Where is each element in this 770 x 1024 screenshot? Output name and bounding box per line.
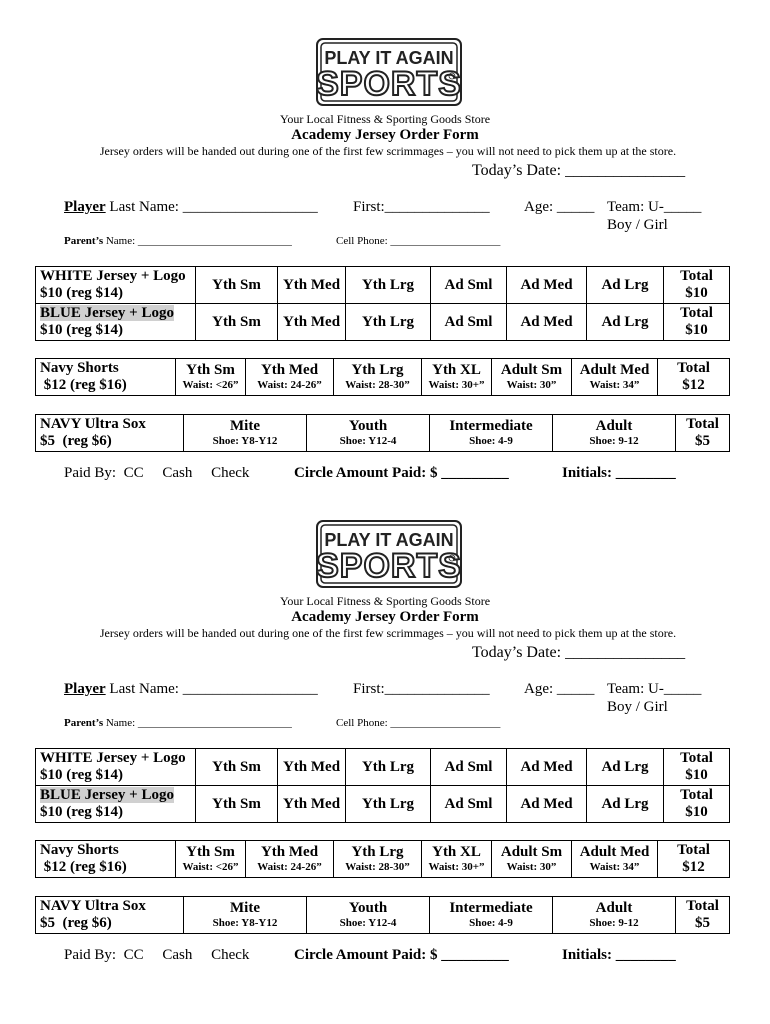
jersey-size-option[interactable]: Yth Sm [196,786,278,823]
paid-by-options[interactable]: Paid By: CC Cash Check [64,465,250,481]
sox-size-option[interactable]: Adult Shoe: 9-12 [553,897,676,934]
parent-name-field[interactable] [64,717,292,729]
jersey-size-option[interactable]: Ad Sml [431,749,507,786]
circle-amount-paid-field[interactable]: Circle Amount Paid: $ _________ [294,947,509,963]
shorts-size-option[interactable]: Adult Med Waist: 34” [572,359,658,396]
first-name-field[interactable]: First:______________ [353,199,490,215]
form-title: Academy Jersey Order Form [291,127,479,143]
sox-table [35,414,730,452]
white-jersey-label: WHITE Jersey + Logo $10 (reg $14) [36,267,196,304]
sox-size-option[interactable]: Intermediate Shoe: 4-9 [430,415,553,452]
circle-amount-paid-field[interactable]: Circle Amount Paid: $ _________ [294,465,509,481]
shorts-size-option[interactable]: Yth Lrg Waist: 28-30” [334,841,422,878]
player-label: Player [64,199,106,215]
jersey-size-option[interactable]: Yth Sm [196,304,278,341]
jersey-total: Total $10 [664,267,730,304]
parent-label: Parent’s [64,235,104,247]
jersey-size-option[interactable]: Yth Sm [196,749,278,786]
jersey-size-option[interactable]: Yth Med [278,786,346,823]
sox-table [35,896,730,934]
last-name-label: Last Name: __________________ [105,199,318,215]
pickup-notice: Jersey orders will be handed out during one of the first few scrimmages – you will not need to pick them up at the store. [99,144,677,158]
team-gender[interactable]: Boy / Girl [607,699,668,715]
store-tagline: Your Local Fitness & Sporting Goods Store [279,594,491,608]
order-form [0,520,770,1002]
team-gender[interactable]: Boy / Girl [607,217,668,233]
last-name-label: Last Name: __________________ [105,681,318,697]
white-jersey-label: WHITE Jersey + Logo $10 (reg $14) [36,749,196,786]
sox-size-option[interactable]: Intermediate Shoe: 4-9 [430,897,553,934]
jersey-size-option[interactable]: Ad Med [507,267,587,304]
store-tagline: Your Local Fitness & Sporting Goods Store [279,112,491,126]
parent-name-label: Name: ____________________________ [103,717,292,729]
jersey-total: Total $10 [664,304,730,341]
sox-total: Total $5 [676,897,730,934]
last-name-field[interactable] [64,199,318,216]
jersey-size-option[interactable]: Ad Sml [431,267,507,304]
jersey-size-option[interactable]: Ad Lrg [587,786,664,823]
jersey-size-option[interactable]: Yth Med [278,304,346,341]
sox-size-option[interactable]: Youth Shoe: Y12-4 [307,897,430,934]
shorts-size-option[interactable]: Yth XL Waist: 30+” [422,359,492,396]
age-field[interactable]: Age: _____ [524,199,595,215]
jersey-size-option[interactable]: Ad Lrg [587,749,664,786]
svg-text:PLAY IT AGAIN: PLAY IT AGAIN [324,48,454,68]
parent-name-label: Name: ____________________________ [103,235,292,247]
sox-size-option[interactable]: Mite Shoe: Y8-Y12 [184,415,307,452]
sox-label: NAVY Ultra Sox $5 (reg $6) [36,415,184,452]
jersey-table [35,748,730,823]
jersey-size-option[interactable]: Ad Sml [431,786,507,823]
svg-text:SPORTS: SPORTS [316,65,462,103]
jersey-total: Total $10 [664,786,730,823]
shorts-size-option[interactable]: Adult Med Waist: 34” [572,841,658,878]
jersey-size-option[interactable]: Ad Sml [431,304,507,341]
shorts-size-option[interactable]: Yth Sm Waist: <26” [176,359,246,396]
player-label: Player [64,681,106,697]
jersey-size-option[interactable]: Yth Sm [196,267,278,304]
svg-text:SPORTS: SPORTS [316,547,462,585]
cell-phone-field[interactable]: Cell Phone: ____________________ [336,235,501,247]
jersey-total: Total $10 [664,749,730,786]
jersey-size-option[interactable]: Ad Lrg [587,304,664,341]
jersey-size-option[interactable]: Ad Med [507,304,587,341]
blue-jersey-label: BLUE Jersey + Logo $10 (reg $14) [36,786,196,823]
pickup-notice: Jersey orders will be handed out during one of the first few scrimmages – you will not need to pick them up at the store. [99,626,677,640]
shorts-total: Total $12 [658,841,730,878]
shorts-total: Total $12 [658,359,730,396]
sox-size-option[interactable]: Youth Shoe: Y12-4 [307,415,430,452]
shorts-size-option[interactable]: Adult Sm Waist: 30” [492,359,572,396]
jersey-size-option[interactable]: Yth Lrg [346,786,431,823]
initials-field[interactable]: Initials: ________ [562,465,676,481]
shorts-label: Navy Shorts $12 (reg $16) [36,841,176,878]
jersey-size-option[interactable]: Yth Lrg [346,304,431,341]
team-field[interactable]: Team: U-_____ [607,199,702,215]
jersey-size-option[interactable]: Ad Med [507,786,587,823]
jersey-table [35,266,730,341]
jersey-size-option[interactable]: Yth Lrg [346,267,431,304]
parent-label: Parent’s [64,717,104,729]
jersey-size-option[interactable]: Yth Lrg [346,749,431,786]
shorts-size-option[interactable]: Yth Sm Waist: <26” [176,841,246,878]
shorts-size-option[interactable]: Yth Med Waist: 24-26” [246,359,334,396]
sox-label: NAVY Ultra Sox $5 (reg $6) [36,897,184,934]
cell-phone-field[interactable]: Cell Phone: ____________________ [336,717,501,729]
play-it-again-sports-logo [316,38,462,106]
sox-total: Total $5 [676,415,730,452]
jersey-size-option[interactable]: Ad Med [507,749,587,786]
form-title: Academy Jersey Order Form [291,609,479,625]
shorts-size-option[interactable]: Yth XL Waist: 30+” [422,841,492,878]
initials-field[interactable]: Initials: ________ [562,947,676,963]
jersey-size-option[interactable]: Ad Lrg [587,267,664,304]
age-field[interactable]: Age: _____ [524,681,595,697]
parent-name-field[interactable] [64,235,292,247]
shorts-table [35,840,730,878]
todays-date-field[interactable]: Today’s Date: _______________ [472,644,686,661]
shorts-table [35,358,730,396]
shorts-size-option[interactable]: Yth Med Waist: 24-26” [246,841,334,878]
play-it-again-sports-logo [316,520,462,588]
order-form [0,38,770,520]
blue-jersey-label: BLUE Jersey + Logo $10 (reg $14) [36,304,196,341]
sox-size-option[interactable]: Mite Shoe: Y8-Y12 [184,897,307,934]
paid-by-options[interactable]: Paid By: CC Cash Check [64,947,250,963]
jersey-size-option[interactable]: Yth Med [278,749,346,786]
todays-date-field[interactable]: Today’s Date: _______________ [472,162,686,179]
team-field[interactable]: Team: U-_____ [607,681,702,697]
sox-size-option[interactable]: Adult Shoe: 9-12 [553,415,676,452]
svg-text:PLAY IT AGAIN: PLAY IT AGAIN [324,530,454,550]
shorts-size-option[interactable]: Yth Lrg Waist: 28-30” [334,359,422,396]
first-name-field[interactable]: First:______________ [353,681,490,697]
shorts-label: Navy Shorts $12 (reg $16) [36,359,176,396]
last-name-field[interactable] [64,681,318,698]
jersey-size-option[interactable]: Yth Med [278,267,346,304]
shorts-size-option[interactable]: Adult Sm Waist: 30” [492,841,572,878]
